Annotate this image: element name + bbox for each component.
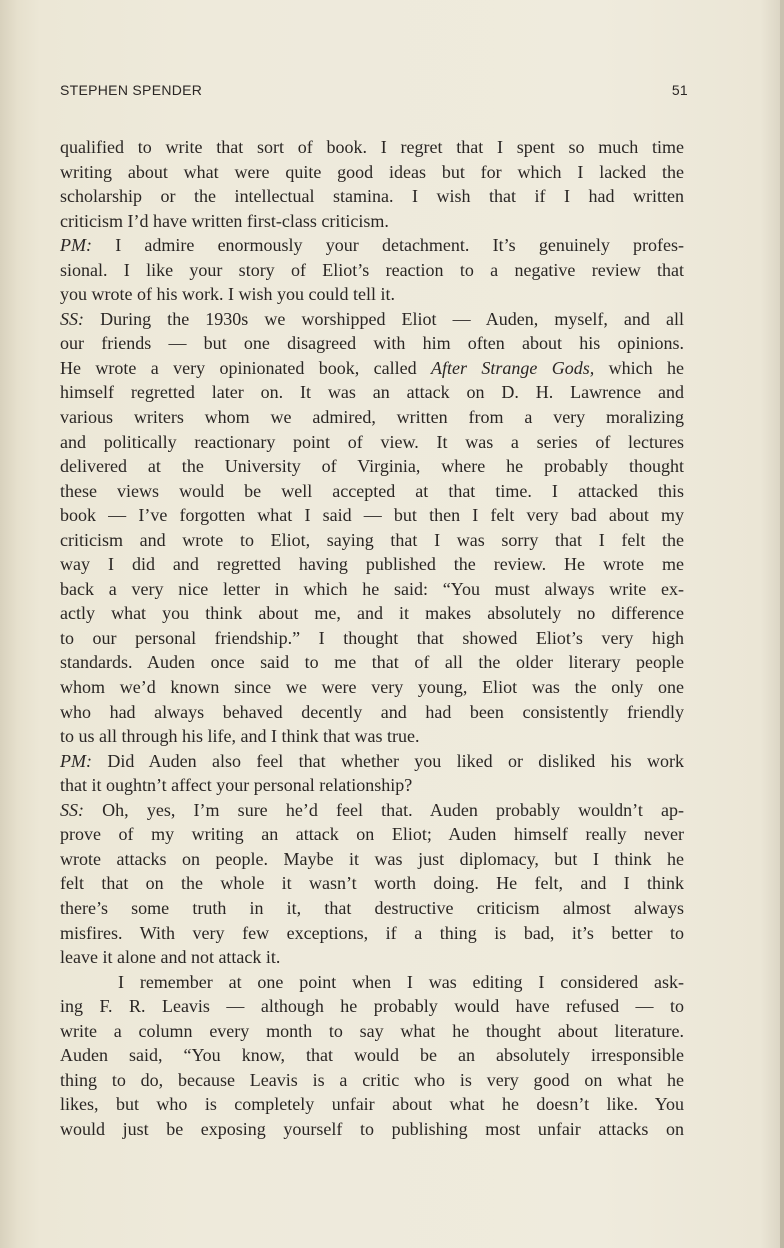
text-line: qualified to write that sort of book. I regret that I spent so much time [60,137,684,157]
text-line: who had always behaved decently and had been consistently friendly [60,701,684,722]
text-line [60,798,684,823]
text-line: ing F. R. Leavis — although he probably would have refused — to [60,996,684,1017]
text-line: I remember at one point when I was editing I considered ask- [118,971,684,992]
text-line: criticism and wrote to Eliot, saying that I was sorry that I felt the [60,529,684,550]
text-line [60,749,684,774]
text-line: various writers whom we admired, written from a very moralizing [60,407,684,428]
text-line: wrote attacks on people. Maybe it was just diplomacy, but I think he [60,848,684,869]
speaker-label-ss: SS: [60,308,84,329]
page-edge [780,0,784,1248]
text-line: misfires. With very few exceptions, if a thing is bad, it’s better to [60,922,684,943]
text-line [60,233,684,258]
text-line: likes, but who is completely unfair about what he doesn’t like. You [60,1094,684,1115]
text-line: our friends — but one disagreed with him often about his opinions. [60,333,684,354]
text-line: standards. Auden once said to me that of all the older literary people [60,652,684,673]
text-line: write a column every month to say what he thought about literature. [60,1020,684,1041]
text-line: writing about what were quite good ideas but for which I lacked the [60,161,684,182]
text-line [60,356,684,381]
text-line: to us all through his life, and I think that was true. [60,726,420,747]
text-line: Auden said, “You know, that would be an absolutely irresponsible [60,1045,684,1066]
speaker-label-pm: PM: [60,750,92,771]
text-line: to our personal friendship.” I thought that showed Eliot’s very high [60,627,684,648]
text-line: you wrote of his work. I wish you could tell it. [60,284,395,305]
running-head [60,78,688,102]
text-line [60,307,684,332]
running-title: STEPHEN SPENDER [60,82,203,98]
text-line: scholarship or the intellectual stamina. I wish that if I had written [60,186,684,207]
speaker-label-pm: PM: [60,235,92,256]
text-line: felt that on the whole it wasn’t worth doing. He felt, and I think [60,873,684,894]
text-line: and politically reactionary point of view. It was a series of lectures [60,431,684,452]
text-fragment: During the 1930s we worshipped Eliot — Auden, myself, and all [84,308,684,329]
text-line: sional. I like your story of Eliot’s reaction to a negative review that [60,259,684,280]
text-line: that it oughtn’t affect your personal relationship? [60,775,413,796]
text-line: prove of my writing an attack on Eliot; Auden himself really never [60,824,684,845]
text-line: book — I’ve forgotten what I said — but then I felt very bad about my [60,505,684,526]
text-line: back a very nice letter in which he said: “You must always write ex- [60,578,684,599]
text-fragment: He wrote a very opinionated book, called [60,357,432,378]
speaker-label-ss: SS: [60,799,84,820]
text-line: whom we’d known since we were very young, Eliot was the only one [60,677,684,698]
text-line: delivered at the University of Virginia, where he probably thought [60,456,684,477]
text-fragment: Oh, yes, I’m sure he’d feel that. Auden probably wouldn’t ap- [84,799,684,820]
text-fragment: which he [594,357,684,378]
text-line: actly what you think about me, and it makes absolutely no difference [60,603,684,624]
text-line: way I did and regretted having published the review. He wrote me [60,554,684,575]
text-line: there’s some truth in it, that destructive criticism almost always [60,897,684,918]
text-fragment: I admire enormously your detachment. It’s genuinely profes- [91,235,684,256]
text-line: criticism I’d have written first-class criticism. [60,210,389,231]
page-number: 51 [671,82,688,98]
text-line: thing to do, because Leavis is a critic who is very good on what he [60,1069,684,1090]
interview-text [60,135,684,1141]
book-title: After Strange Gods, [431,357,595,378]
text-fragment: Did Auden also feel that whether you liked or disliked his work [91,750,684,771]
text-line: these views would be well accepted at that time. I attacked this [60,480,684,501]
text-line: would just be exposing yourself to publishing most unfair attacks on [60,1118,684,1139]
text-line: himself regretted later on. It was an attack on D. H. Lawrence and [60,382,684,403]
text-line: leave it alone and not attack it. [60,947,281,968]
